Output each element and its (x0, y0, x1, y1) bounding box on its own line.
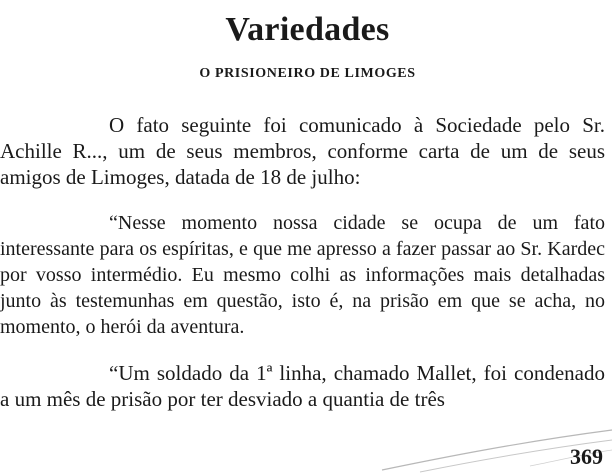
body-text (0, 112, 605, 412)
page-title: Variedades (225, 11, 390, 48)
page-number: 369 (570, 444, 603, 469)
paragraph-soldier: “Um soldado da 1ª linha, chamado Mallet, foi condenado a um mês de prisão por ter desviado a quantia de três (0, 361, 605, 411)
section-title: O PRISIONEIRO DE LIMOGES (199, 66, 416, 81)
paragraph-intro: O fato seguinte foi comunicado à Sociedade pelo Sr. Achille R..., um de seus membros, conforme carta de um de seus amigos de Limoges, datada de 18 de julho: (0, 113, 605, 189)
paragraph-letter-quote: “Nesse momento nossa cidade se ocupa de um fato interessante para os espíritas, e que me apresso a fazer passar ao Sr. Kardec por vosso intermédio. Eu mesmo colhi as informações mais detalhadas junto às testemunhas em questão, isto é, na prisão em que se acha, no momento, o herói da aventura. (0, 212, 605, 338)
